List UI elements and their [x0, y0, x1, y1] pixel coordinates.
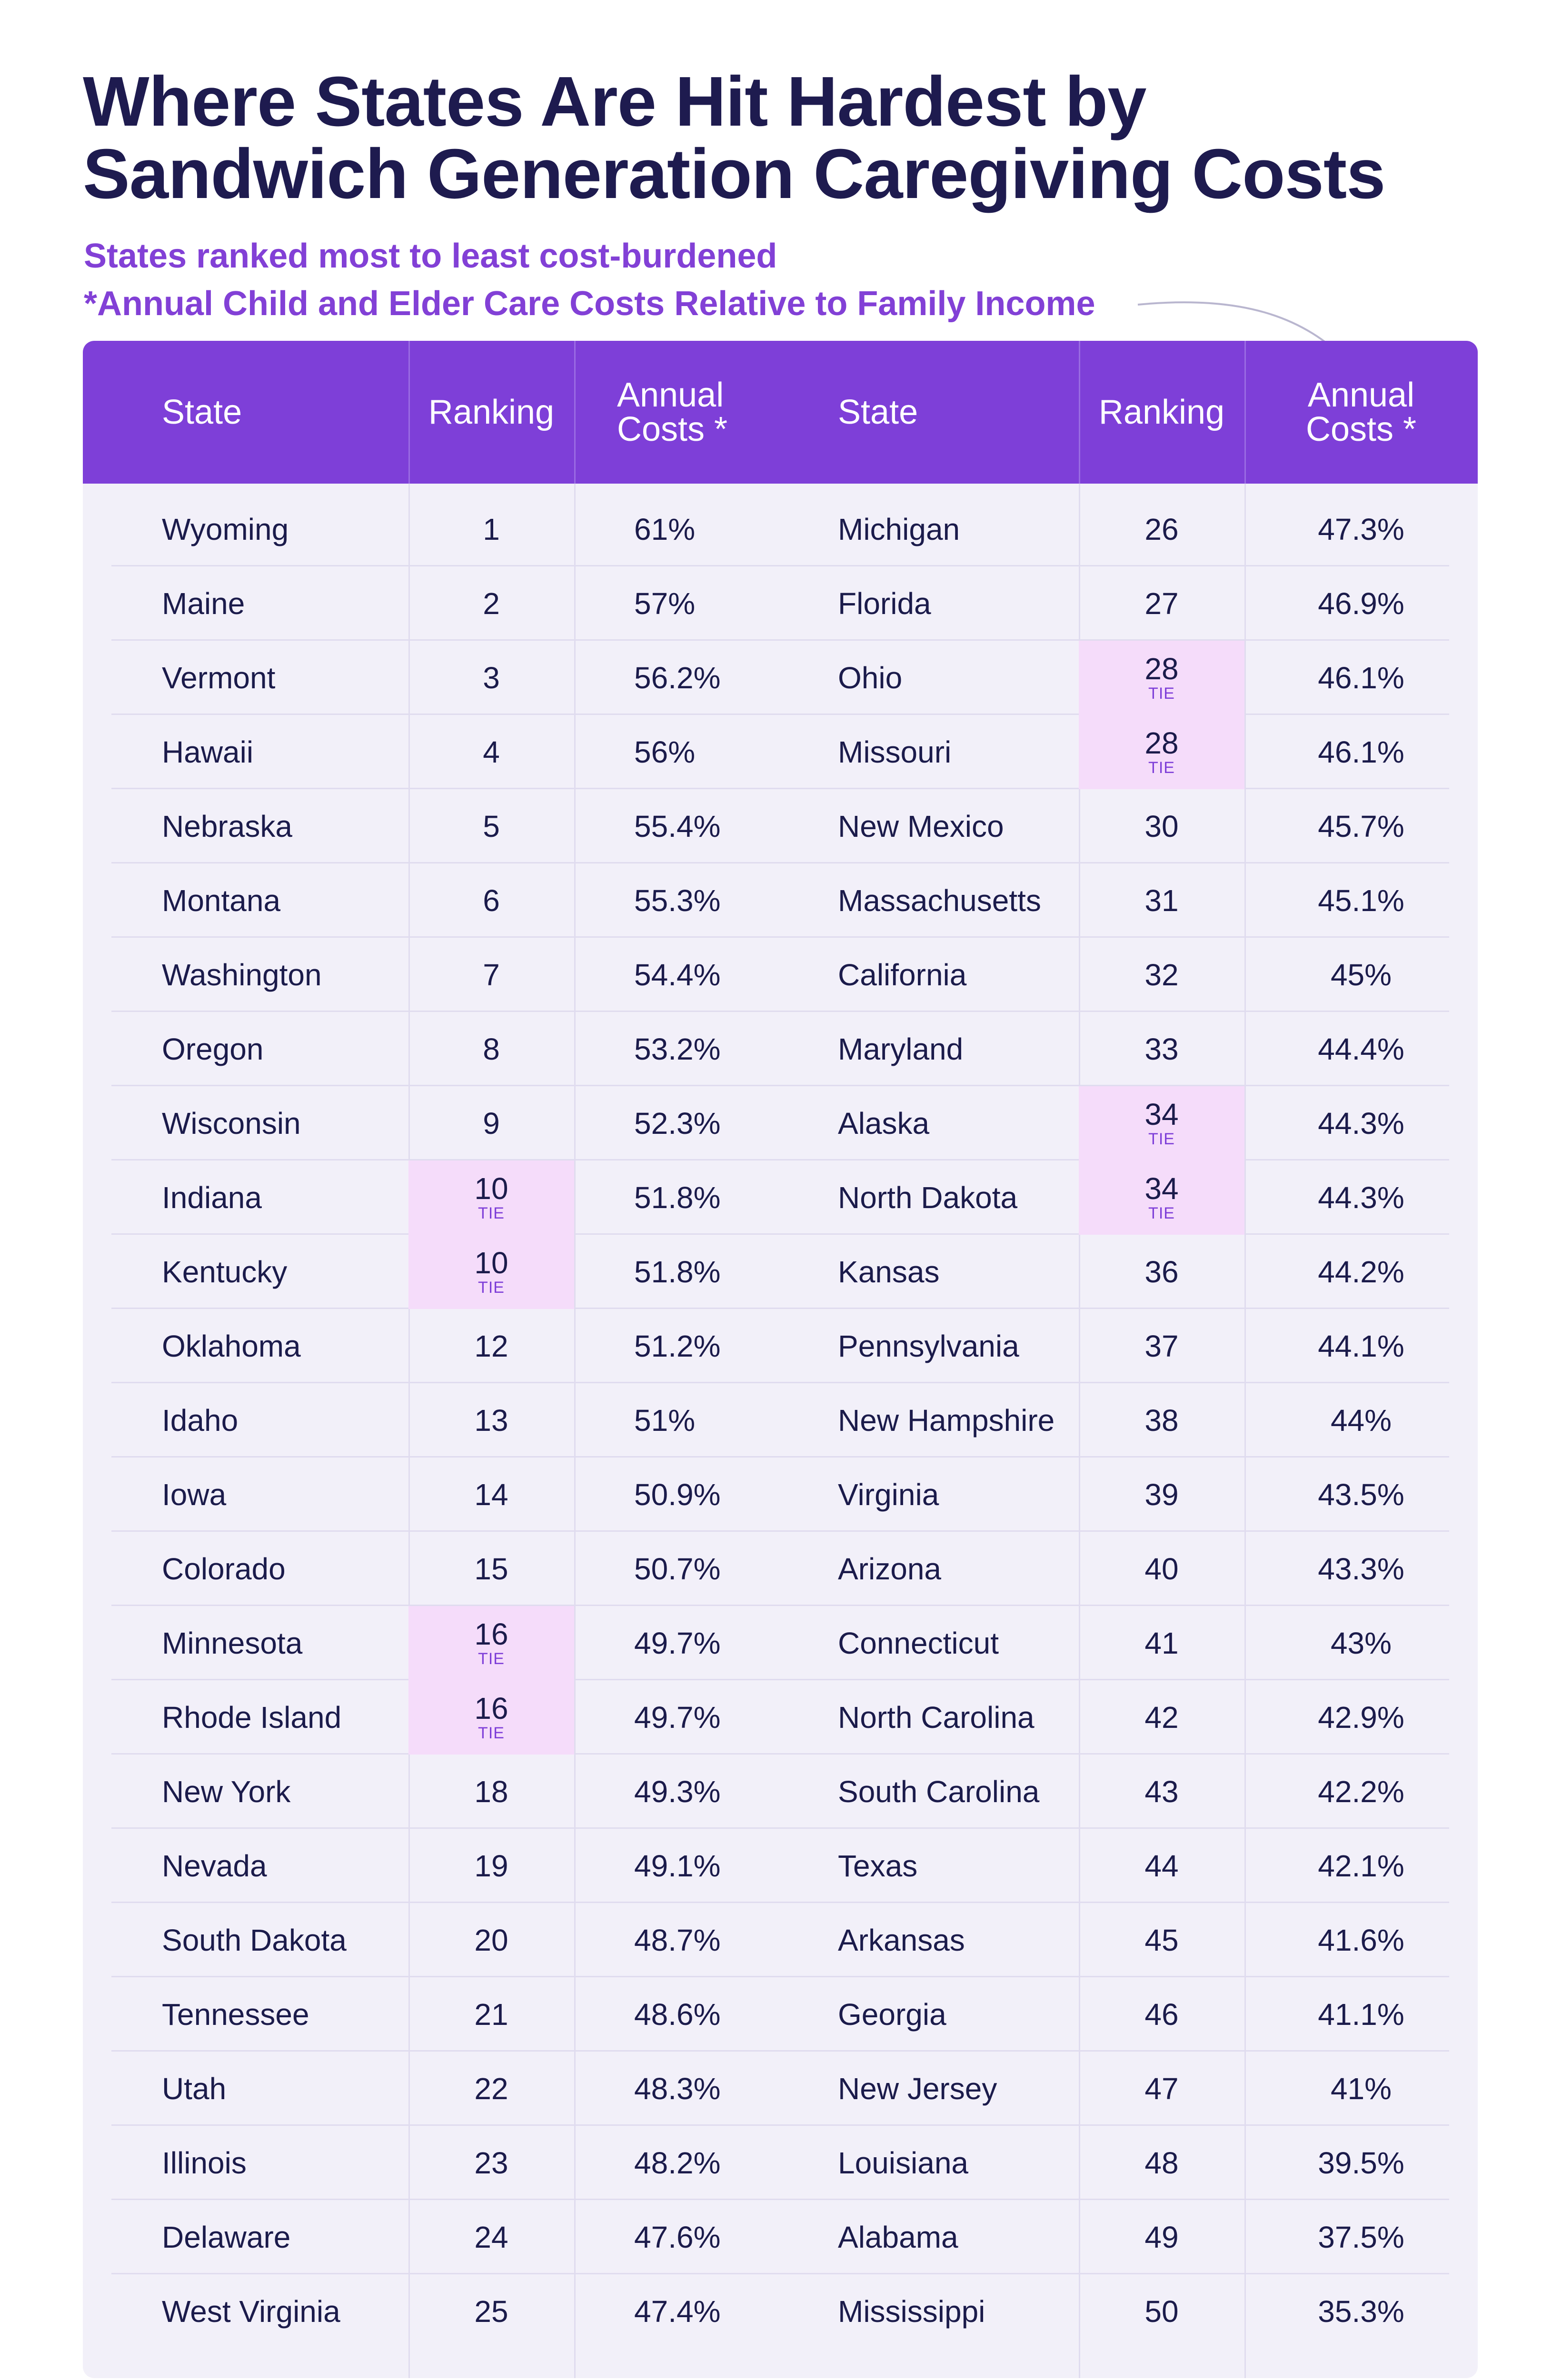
state-name: Arkansas	[838, 1923, 965, 1957]
rank-cell	[1079, 863, 1244, 938]
rank-number: 19	[474, 1849, 508, 1883]
rank-number: 31	[1144, 883, 1179, 918]
state-name: Vermont	[162, 661, 276, 695]
rank-number: 33	[1144, 1032, 1179, 1066]
state-name: South Carolina	[838, 1775, 1040, 1809]
state-name: West Virginia	[162, 2294, 340, 2329]
state-name: Minnesota	[162, 1626, 303, 1660]
state-name: Indiana	[162, 1180, 262, 1215]
rank-cell	[408, 1532, 574, 1606]
rank-number: 1	[483, 512, 500, 546]
rank-cell	[1079, 1903, 1244, 1977]
rank-cell	[1079, 1086, 1244, 1160]
rank-number: 21	[474, 1997, 508, 2032]
rank-number: 50	[1144, 2294, 1179, 2329]
rank-number: 12	[474, 1329, 508, 1363]
state-name: Connecticut	[838, 1626, 999, 1660]
rank-number: 24	[474, 2220, 508, 2254]
annual-cost-value: 48.7%	[634, 1923, 721, 1957]
annual-cost-value: 42.9%	[1318, 1700, 1404, 1735]
header-ranking-left: Ranking	[428, 393, 555, 431]
state-name: South Dakota	[162, 1923, 347, 1957]
state-name: Idaho	[162, 1403, 239, 1438]
annual-cost-value: 47.3%	[1318, 512, 1404, 546]
rank-number: 9	[483, 1106, 500, 1140]
annual-cost-value: 50.7%	[634, 1552, 721, 1586]
tie-badge: TIE	[478, 1279, 505, 1297]
state-name: Tennessee	[162, 1997, 309, 2032]
rank-cell	[1079, 1755, 1244, 1829]
rank-cell	[1079, 2200, 1244, 2274]
annual-cost-value: 55.3%	[634, 883, 721, 918]
annual-cost-value: 57%	[634, 586, 696, 621]
rank-number: 38	[1144, 1403, 1179, 1438]
rank-number: 44	[1144, 1849, 1179, 1883]
header-state-right: State	[838, 393, 918, 431]
rankings-table	[83, 341, 1478, 2378]
rank-cell	[408, 1235, 574, 1309]
rank-cell	[408, 1977, 574, 2052]
rank-cell	[408, 1383, 574, 1458]
tie-badge: TIE	[478, 1650, 505, 1668]
annual-cost-value: 35.3%	[1318, 2294, 1404, 2329]
header-cost-right-line2: Costs *	[1305, 410, 1417, 448]
rank-number: 30	[1144, 809, 1179, 843]
annual-cost-value: 42.2%	[1318, 1775, 1404, 1809]
annual-cost-value: 41%	[1330, 2072, 1392, 2106]
rank-number: 36	[1144, 1255, 1179, 1289]
rank-number: 15	[474, 1552, 508, 1586]
annual-cost-value: 45.1%	[1318, 883, 1404, 918]
state-name: Wyoming	[162, 512, 289, 546]
state-name: Nevada	[162, 1849, 267, 1883]
rank-cell	[1079, 2274, 1244, 2349]
annual-cost-value: 44.1%	[1318, 1329, 1404, 1363]
state-name: Florida	[838, 586, 931, 621]
rank-cell	[1079, 1532, 1244, 1606]
state-name: Maine	[162, 586, 245, 621]
rank-number: 28	[1144, 726, 1179, 760]
rank-number: 23	[474, 2146, 508, 2180]
rank-cell	[408, 2126, 574, 2200]
header-cost-left	[617, 341, 788, 484]
rank-cell	[1079, 715, 1244, 789]
annual-cost-value: 53.2%	[634, 1032, 721, 1066]
rank-cell	[408, 492, 574, 566]
annual-cost-value: 47.4%	[634, 2294, 721, 2329]
title-line-2: Sandwich Generation Caregiving Costs	[83, 135, 1385, 213]
state-name: Kentucky	[162, 1255, 288, 1289]
rank-cell	[1079, 566, 1244, 641]
rank-number: 39	[1144, 1478, 1179, 1512]
rank-number: 3	[483, 661, 500, 695]
rank-number: 46	[1144, 1997, 1179, 2032]
state-name: Arizona	[838, 1552, 941, 1586]
annual-cost-value: 45.7%	[1318, 809, 1404, 843]
rank-number: 48	[1144, 2146, 1179, 2180]
header-ranking-right: Ranking	[1098, 393, 1225, 431]
tie-badge: TIE	[1148, 1204, 1175, 1222]
rank-number: 40	[1144, 1552, 1179, 1586]
state-name: Illinois	[162, 2146, 247, 2180]
rank-cell	[1079, 938, 1244, 1012]
state-name: Hawaii	[162, 735, 254, 769]
rank-number: 18	[474, 1775, 508, 1809]
state-name: Michigan	[838, 512, 960, 546]
rank-number: 45	[1144, 1923, 1179, 1957]
tie-badge: TIE	[478, 1204, 505, 1222]
rank-cell	[408, 1160, 574, 1235]
state-name: California	[838, 958, 967, 992]
annual-cost-value: 49.7%	[634, 1626, 721, 1660]
state-name: Pennsylvania	[838, 1329, 1019, 1363]
rank-number: 8	[483, 1032, 500, 1066]
title-line-1: Where States Are Hit Hardest by	[83, 62, 1146, 141]
rank-cell	[1079, 1235, 1244, 1309]
annual-cost-value: 43.5%	[1318, 1478, 1404, 1512]
state-name: Virginia	[838, 1478, 939, 1512]
rank-cell	[408, 1606, 574, 1680]
state-name: Massachusetts	[838, 883, 1041, 918]
state-name: Ohio	[838, 661, 903, 695]
rank-number: 10	[474, 1171, 508, 1206]
annual-cost-value: 55.4%	[634, 809, 721, 843]
annual-cost-value: 48.3%	[634, 2072, 721, 2106]
rank-number: 37	[1144, 1329, 1179, 1363]
header-cost-right	[1244, 341, 1478, 484]
rank-number: 22	[474, 2072, 508, 2106]
state-name: New Jersey	[838, 2072, 997, 2106]
rank-cell	[408, 1309, 574, 1383]
annual-cost-value: 44.2%	[1318, 1255, 1404, 1289]
annual-cost-value: 56.2%	[634, 661, 721, 695]
header-state-left: State	[162, 393, 242, 431]
rank-number: 10	[474, 1246, 508, 1280]
tie-badge: TIE	[1148, 1130, 1175, 1148]
rank-number: 2	[483, 586, 500, 621]
state-name: Louisiana	[838, 2146, 968, 2180]
state-name: Missouri	[838, 735, 952, 769]
state-name: Nebraska	[162, 809, 292, 843]
annual-cost-value: 44%	[1330, 1403, 1392, 1438]
annual-cost-value: 52.3%	[634, 1106, 721, 1140]
state-name: Texas	[838, 1849, 918, 1883]
state-name: Mississippi	[838, 2294, 985, 2329]
rank-number: 6	[483, 883, 500, 918]
rank-number: 16	[474, 1691, 508, 1726]
rank-cell	[408, 2274, 574, 2349]
rank-number: 25	[474, 2294, 508, 2329]
state-name: Utah	[162, 2072, 227, 2106]
annual-cost-value: 50.9%	[634, 1478, 721, 1512]
state-name: Oklahoma	[162, 1329, 301, 1363]
annual-cost-value: 54.4%	[634, 958, 721, 992]
annual-cost-value: 39.5%	[1318, 2146, 1404, 2180]
rank-cell	[408, 641, 574, 715]
state-name: North Carolina	[838, 1700, 1035, 1735]
rank-cell	[408, 938, 574, 1012]
annual-cost-value: 51.8%	[634, 1180, 721, 1215]
state-name: Oregon	[162, 1032, 264, 1066]
header-column-divider	[574, 341, 576, 484]
rank-number: 49	[1144, 2220, 1179, 2254]
rank-number: 47	[1144, 2072, 1179, 2106]
rank-number: 27	[1144, 586, 1179, 621]
rank-cell	[408, 1829, 574, 1903]
annual-cost-value: 45%	[1330, 958, 1392, 992]
state-name: Colorado	[162, 1552, 286, 1586]
rank-cell	[408, 715, 574, 789]
annual-cost-value: 51.2%	[634, 1329, 721, 1363]
tie-badge: TIE	[478, 1724, 505, 1742]
annual-cost-value: 43.3%	[1318, 1552, 1404, 1586]
state-name: Wisconsin	[162, 1106, 301, 1140]
cost-footnote: *Annual Child and Elder Care Costs Relative to Family Income	[84, 285, 1095, 323]
rank-cell	[408, 2200, 574, 2274]
rank-number: 34	[1144, 1171, 1179, 1206]
tie-badge: TIE	[1148, 759, 1175, 777]
rank-cell	[408, 1903, 574, 1977]
rank-cell	[1079, 492, 1244, 566]
rank-number: 13	[474, 1403, 508, 1438]
rank-number: 26	[1144, 512, 1179, 546]
rank-cell	[408, 2052, 574, 2126]
rank-cell	[1079, 1160, 1244, 1235]
rank-cell	[408, 1012, 574, 1086]
annual-cost-value: 41.1%	[1318, 1997, 1404, 2032]
state-name: Delaware	[162, 2220, 291, 2254]
annual-cost-value: 41.6%	[1318, 1923, 1404, 1957]
rank-number: 16	[474, 1617, 508, 1651]
tie-badge: TIE	[1148, 684, 1175, 703]
annual-cost-value: 49.7%	[634, 1700, 721, 1735]
rank-number: 14	[474, 1478, 508, 1512]
state-name: New Hampshire	[838, 1403, 1055, 1438]
header-cost-left-line1: Annual	[617, 376, 724, 414]
rank-number: 20	[474, 1923, 508, 1957]
annual-cost-value: 49.1%	[634, 1849, 721, 1883]
rank-cell	[408, 566, 574, 641]
rank-cell	[1079, 1680, 1244, 1755]
annual-cost-value: 46.1%	[1318, 661, 1404, 695]
annual-cost-value: 51%	[634, 1403, 696, 1438]
rank-cell	[1079, 1383, 1244, 1458]
rank-cell	[1079, 1606, 1244, 1680]
rank-cell	[1079, 789, 1244, 863]
state-name: Washington	[162, 958, 322, 992]
rank-number: 4	[483, 735, 500, 769]
rank-cell	[408, 1755, 574, 1829]
rank-number: 43	[1144, 1775, 1179, 1809]
annual-cost-value: 46.9%	[1318, 586, 1404, 621]
rank-cell	[1079, 1977, 1244, 2052]
header-cost-right-line1: Annual	[1307, 376, 1415, 414]
annual-cost-value: 44.3%	[1318, 1180, 1404, 1215]
state-name: Iowa	[162, 1478, 227, 1512]
rank-number: 7	[483, 958, 500, 992]
annual-cost-value: 37.5%	[1318, 2220, 1404, 2254]
rank-number: 41	[1144, 1626, 1179, 1660]
state-name: New York	[162, 1775, 291, 1809]
annual-cost-value: 44.3%	[1318, 1106, 1404, 1140]
rank-cell	[408, 1458, 574, 1532]
state-name: Georgia	[838, 1997, 946, 2032]
annual-cost-value: 44.4%	[1318, 1032, 1404, 1066]
rank-number: 28	[1144, 652, 1179, 686]
state-name: North Dakota	[838, 1180, 1018, 1215]
rank-cell	[1079, 2052, 1244, 2126]
rank-number: 42	[1144, 1700, 1179, 1735]
rank-cell	[408, 1086, 574, 1160]
annual-cost-value: 51.8%	[634, 1255, 721, 1289]
rank-cell	[1079, 1012, 1244, 1086]
annual-cost-value: 49.3%	[634, 1775, 721, 1809]
state-name: Maryland	[838, 1032, 964, 1066]
annual-cost-value: 42.1%	[1318, 1849, 1404, 1883]
state-name: Rhode Island	[162, 1700, 342, 1735]
rank-cell	[408, 1680, 574, 1755]
annual-cost-value: 48.2%	[634, 2146, 721, 2180]
state-name: Alabama	[838, 2220, 958, 2254]
state-name: Montana	[162, 883, 281, 918]
rank-cell	[1079, 2126, 1244, 2200]
annual-cost-value: 48.6%	[634, 1997, 721, 2032]
rank-number: 5	[483, 809, 500, 843]
annual-cost-value: 56%	[634, 735, 696, 769]
rank-cell	[1079, 1309, 1244, 1383]
rank-cell	[1079, 641, 1244, 715]
annual-cost-value: 46.1%	[1318, 735, 1404, 769]
state-name: Alaska	[838, 1106, 930, 1140]
rank-number: 32	[1144, 958, 1179, 992]
annual-cost-value: 43%	[1330, 1626, 1392, 1660]
header-cost-left-line2: Costs *	[617, 410, 728, 448]
subtitle: States ranked most to least cost-burdened	[84, 237, 777, 275]
annual-cost-value: 47.6%	[634, 2220, 721, 2254]
annual-cost-value: 61%	[634, 512, 696, 546]
rank-cell	[408, 863, 574, 938]
rank-number: 34	[1144, 1097, 1179, 1131]
rank-cell	[408, 789, 574, 863]
rank-cell	[1079, 1458, 1244, 1532]
state-name: Kansas	[838, 1255, 940, 1289]
rank-cell	[1079, 1829, 1244, 1903]
state-name: New Mexico	[838, 809, 1004, 843]
